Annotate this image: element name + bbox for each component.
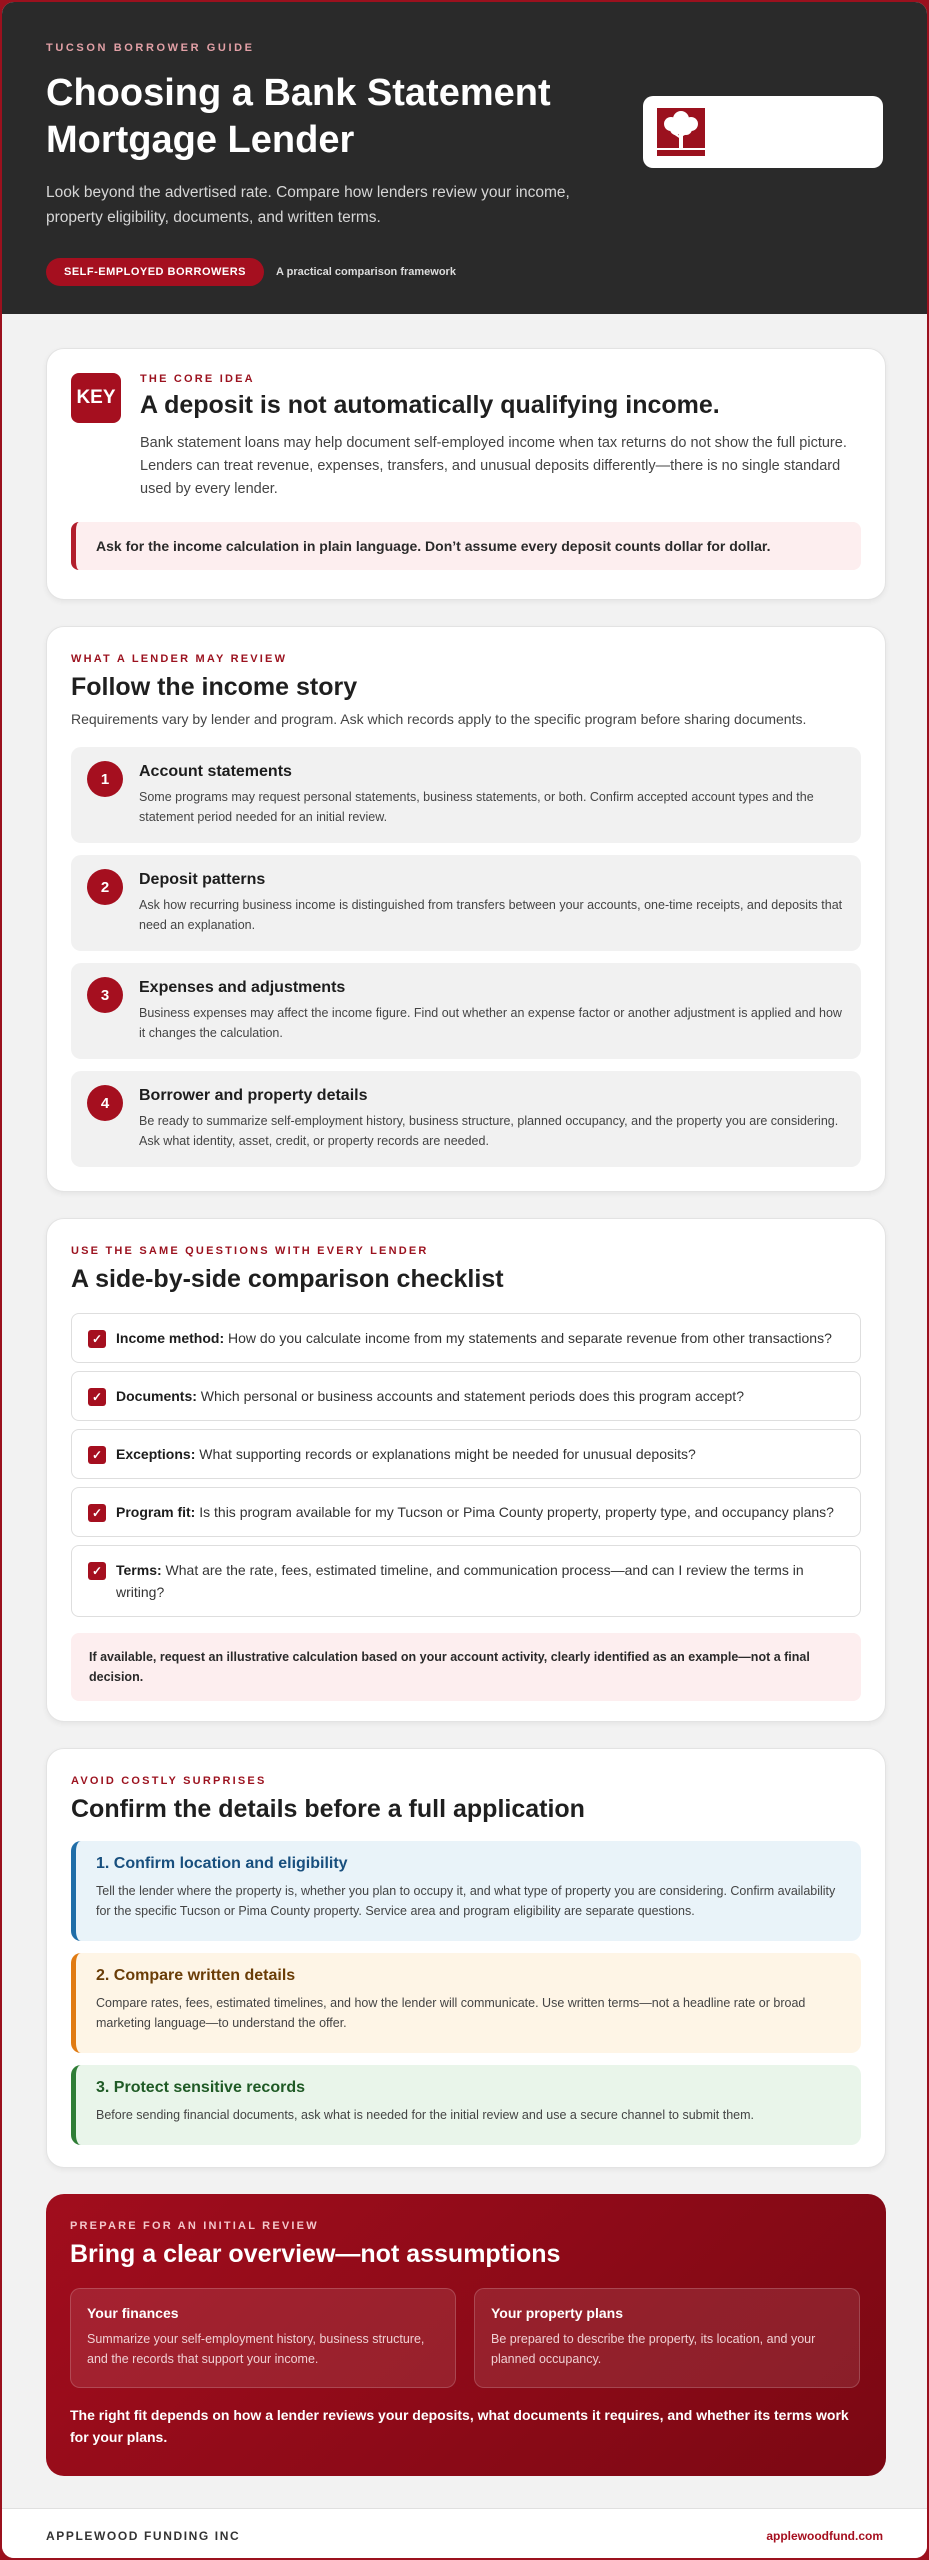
core-eyebrow: THE CORE IDEA: [140, 373, 255, 385]
checkmark-icon: ✓: [88, 1330, 106, 1348]
step-title: Expenses and adjustments: [139, 979, 346, 996]
checkmark-icon: ✓: [88, 1562, 106, 1580]
property-plans-desc: Be prepared to describe the property, its location, and your planned occupancy.: [491, 2332, 816, 2366]
core-callout: Ask for the income calculation in plain language. Don’t assume every deposit counts dollar for dollar.: [71, 522, 861, 570]
confirm-card: [46, 1748, 886, 2168]
hero-tag-note: A practical comparison framework: [276, 266, 456, 278]
step-desc: Business expenses may affect the income figure. Find out whether an expense factor or another adjustment is applied and how it changes the calculation.: [139, 1006, 842, 1040]
logo-card: [643, 96, 883, 168]
checklist-text: Is this program available for my Tucson or Pima County property, property type, and occupancy plans?: [195, 1504, 834, 1520]
step-title: Account statements: [139, 763, 292, 780]
list-item: [71, 747, 861, 843]
confirm-item-records: [71, 2065, 861, 2145]
checklist-text: What are the rate, fees, estimated timeline, and communication process—and can I review the terms in writing?: [116, 1562, 804, 1600]
finances-title: Your finances: [87, 2305, 179, 2321]
confirm-title: Confirm the details before a full application: [71, 1795, 585, 1823]
confirm-eyebrow: AVOID COSTLY SURPRISES: [71, 1775, 267, 1787]
checklist-title: A side-by-side comparison checklist: [71, 1265, 504, 1293]
step-number: 2: [87, 869, 123, 905]
core-body: Bank statement loans may help document self-employed income when tax returns do not show the full picture. Lenders can treat revenue, expenses, transfers, and unusual deposits differently—there is no single standard used by every lender.: [140, 435, 847, 497]
confirm-item-title: 2. Compare written details: [96, 1967, 296, 1984]
hero-header: [2, 2, 927, 314]
footer-brand: APPLEWOOD FUNDING INC: [46, 2528, 241, 2543]
checklist-note: If available, request an illustrative calculation based on your account activity, clearly identified as an example—not a final decision.: [71, 1633, 861, 1701]
list-item: [71, 855, 861, 951]
checklist-text: What supporting records or explanations might be needed for unusual deposits?: [195, 1446, 696, 1462]
confirm-item-written: [71, 1953, 861, 2053]
checklist-item: [71, 1371, 861, 1421]
checklist-card: [46, 1218, 886, 1722]
confirm-item-title: 3. Protect sensitive records: [96, 2079, 305, 2096]
step-number: 4: [87, 1085, 123, 1121]
checklist-item: [71, 1545, 861, 1617]
footer: [2, 2508, 927, 2560]
prepare-title: Bring a clear overview—not assumptions: [70, 2240, 561, 2268]
page-title: Choosing a Bank Statement Mortgage Lender: [46, 72, 551, 161]
checkmark-icon: ✓: [88, 1388, 106, 1406]
list-item: [71, 1071, 861, 1167]
confirm-item-title: 1. Confirm location and eligibility: [96, 1855, 348, 1872]
review-card: [46, 626, 886, 1192]
website-link[interactable]: applewoodfund.com: [766, 2528, 883, 2543]
confirm-item-desc: Compare rates, fees, estimated timelines, and how the lender will communicate. Use written terms—not a headline rate or broad marketing language—to understand the offer.: [96, 1996, 806, 2030]
step-desc: Some programs may request personal statements, business statements, or both. Confirm accepted account types and the statement period needed for an initial review.: [139, 790, 814, 824]
property-plans-box: [474, 2288, 860, 2388]
review-eyebrow: WHAT A LENDER MAY REVIEW: [71, 653, 288, 665]
checklist-label: Documents:: [116, 1388, 197, 1404]
hero-eyebrow: TUCSON BORROWER GUIDE: [46, 42, 255, 54]
confirm-item-desc: Tell the lender where the property is, whether you plan to occupy it, and what type of property you are considering. Confirm availability for the specific Tucson or Pima County property. Service area and program eligibility are separate questions.: [96, 1884, 836, 1918]
checkmark-icon: ✓: [88, 1504, 106, 1522]
checklist-item: [71, 1487, 861, 1537]
step-title: Deposit patterns: [139, 871, 266, 888]
confirm-item-desc: Before sending financial documents, ask what is needed for the initial review and use a secure channel to submit them.: [96, 2108, 755, 2122]
step-desc: Be ready to summarize self-employment history, business structure, planned occupancy, and the property you are considering. Ask what identity, asset, credit, or property records are needed.: [139, 1114, 839, 1148]
checklist-label: Income method:: [116, 1330, 225, 1346]
hero-tags: [46, 258, 883, 286]
step-number: 1: [87, 761, 123, 797]
prepare-closing: The right fit depends on how a lender reviews your deposits, what documents it requires, and whether its terms work for your plans.: [70, 2407, 849, 2445]
list-item: [71, 963, 861, 1059]
prepare-eyebrow: PREPARE FOR AN INITIAL REVIEW: [70, 2220, 319, 2232]
tree-logo-icon: [657, 108, 705, 156]
finances-box: [70, 2288, 456, 2388]
core-idea-card: [46, 348, 886, 600]
core-title: A deposit is not automatically qualifying income.: [140, 391, 720, 419]
audience-badge: SELF-EMPLOYED BORROWERS: [46, 258, 264, 286]
checklist-eyebrow: USE THE SAME QUESTIONS WITH EVERY LENDER: [71, 1245, 429, 1257]
checklist-label: Program fit:: [116, 1504, 196, 1520]
checklist-text: Which personal or business accounts and statement periods does this program accept?: [196, 1388, 744, 1404]
key-badge: KEY: [71, 373, 121, 423]
property-plans-title: Your property plans: [491, 2305, 623, 2321]
confirm-item-location: [71, 1841, 861, 1941]
checklist-label: Exceptions:: [116, 1446, 196, 1462]
review-title: Follow the income story: [71, 673, 358, 701]
prepare-card: [46, 2194, 886, 2476]
checklist-item: [71, 1429, 861, 1479]
checklist-label: Terms:: [116, 1562, 162, 1578]
hero-subtitle: Look beyond the advertised rate. Compare how lenders review your income, property eligibility, documents, and written terms.: [46, 184, 570, 226]
checkmark-icon: ✓: [88, 1446, 106, 1464]
checklist-text: How do you calculate income from my statements and separate revenue from other transactions?: [224, 1330, 832, 1346]
step-desc: Ask how recurring business income is distinguished from transfers between your accounts, one-time receipts, and deposits that need an explanation.: [139, 898, 843, 932]
review-intro: Requirements vary by lender and program. Ask which records apply to the specific program before sharing documents.: [71, 711, 807, 727]
step-title: Borrower and property details: [139, 1087, 368, 1104]
finances-desc: Summarize your self-employment history, business structure, and the records that support your income.: [87, 2332, 425, 2366]
checklist-item: [71, 1313, 861, 1363]
step-number: 3: [87, 977, 123, 1013]
